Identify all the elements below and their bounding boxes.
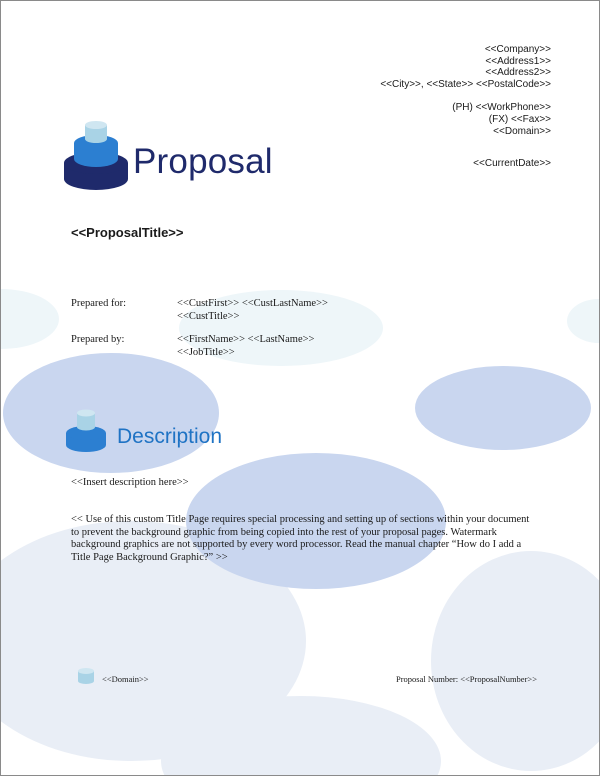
bg-ellipse xyxy=(415,366,591,450)
company-domain: <<Domain>> xyxy=(493,125,551,137)
prepared-for-value xyxy=(177,298,328,323)
logo-wordmark: Proposal xyxy=(133,142,273,181)
insert-description-placeholder: <<Insert description here>> xyxy=(71,477,189,488)
bg-ellipse xyxy=(431,551,599,771)
bg-ellipse xyxy=(3,353,219,473)
prepared-for-label: Prepared for: xyxy=(71,298,127,309)
company-address-block xyxy=(380,44,551,137)
proposal-title: <<ProposalTitle>> xyxy=(71,225,184,240)
description-logo-icon xyxy=(65,405,107,455)
city-state-postal: <<City>>, <<State>> <<PostalCode>> xyxy=(380,78,551,90)
title-page-note: << Use of this custom Title Page requires special processing and setting up of sections within your document to prevent the background graphic from being copied into the rest of your proposal pages. Watermark background graphics are not supported by every word processor. Read the manual chapter “How do I add a Title Page Background Graphic?” >> xyxy=(71,514,530,563)
bg-ellipse xyxy=(567,299,599,343)
prepared-by-label: Prepared by: xyxy=(71,334,125,345)
company-name: <<Company>> xyxy=(484,44,551,55)
bg-ellipse xyxy=(1,289,59,349)
author-title: <<JobTitle>> xyxy=(177,346,235,358)
author-name: <<FirstName>> <<LastName>> xyxy=(177,334,315,345)
address-line-1: <<Address1>> xyxy=(485,55,551,67)
proposal-logo-icon xyxy=(63,119,129,191)
phone-number: (PH) <<WorkPhone>> xyxy=(452,102,551,114)
prepared-by-value xyxy=(177,334,314,359)
footer-proposal-number: Proposal Number: <<ProposalNumber>> xyxy=(396,674,537,684)
address-line-2: <<Address2>> xyxy=(485,67,551,79)
footer-logo-icon xyxy=(77,666,95,686)
fax-number: (FX) <<Fax>> xyxy=(488,113,551,125)
current-date: <<CurrentDate>> xyxy=(473,158,551,169)
footer-domain: <<Domain>> xyxy=(102,674,149,684)
description-heading: Description xyxy=(117,425,223,448)
customer-title: <<CustTitle>> xyxy=(177,310,240,322)
customer-name: <<CustFirst>> <<CustLastName>> xyxy=(177,298,328,309)
